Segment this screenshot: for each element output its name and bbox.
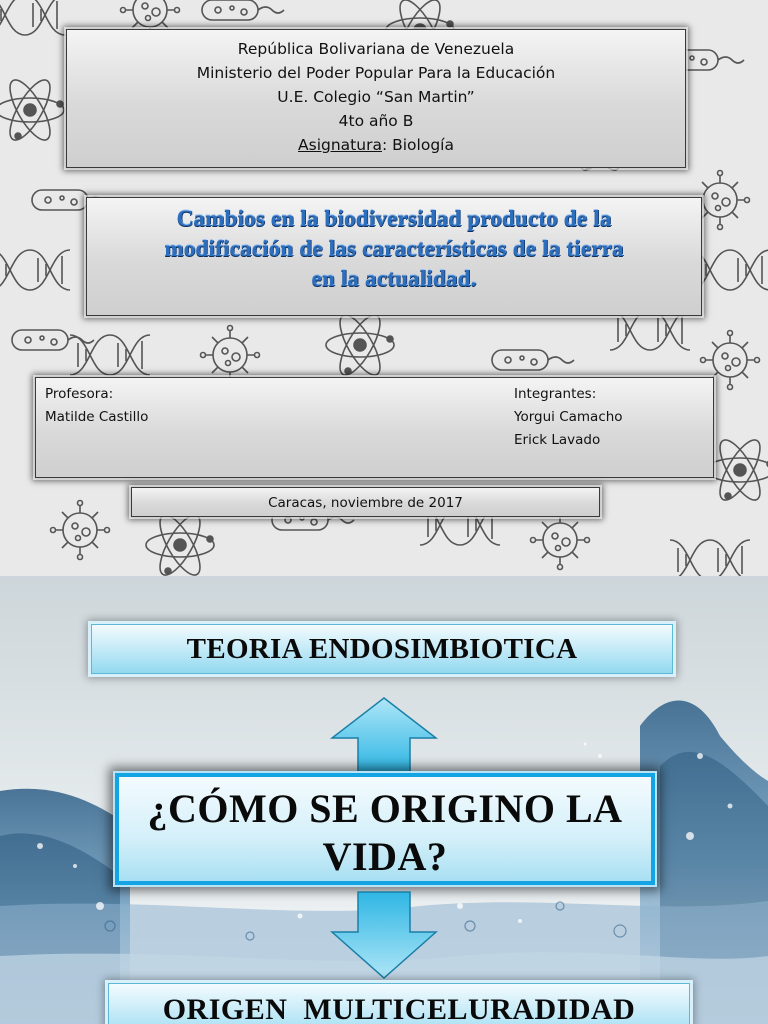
title-line-3: en la actualidad. <box>311 266 477 291</box>
school-header-box <box>66 29 686 168</box>
title-line-1: Cambios en la biodiversidad producto de la <box>176 206 612 231</box>
date-box <box>131 487 600 517</box>
question-line-2: VIDA? <box>322 834 448 879</box>
grade-line: 4to año B <box>338 112 414 130</box>
multicellularity-origin-box <box>108 983 690 1024</box>
teacher-block <box>45 383 148 429</box>
concept-map-slide <box>0 576 768 1024</box>
subject-line <box>67 133 685 157</box>
country-line: República Bolivariana de Venezuela <box>237 40 515 58</box>
subject-value: : Biología <box>381 136 454 154</box>
participants-box <box>35 377 714 478</box>
ministry-line: Ministerio del Poder Popular Para la Educación <box>196 64 556 82</box>
endosymbiotic-theory-box <box>91 624 673 674</box>
multicellularity-origin-text: ORIGEN MULTICELURADIDAD <box>162 993 636 1024</box>
place-date: Caracas, noviembre de 2017 <box>268 495 463 511</box>
subject-label: Asignatura <box>298 136 382 154</box>
question-line-1: ¿CÓMO SE ORIGINO LA <box>147 786 623 831</box>
member-name: Yorgui Camacho <box>514 409 623 425</box>
school-line: U.E. Colegio “San Martin” <box>277 88 475 106</box>
title-box <box>86 197 702 316</box>
endosymbiotic-theory-text: TEORIA ENDOSIMBIOTICA <box>186 633 578 665</box>
arrow-down-icon <box>330 890 438 980</box>
member-name: Erick Lavado <box>514 432 601 448</box>
central-question-box <box>115 773 655 885</box>
members-block <box>514 383 623 452</box>
title-line-2: modificación de las características de la tierra <box>164 236 624 261</box>
teacher-name: Matilde Castillo <box>45 409 149 425</box>
members-label: Integrantes: <box>514 386 597 402</box>
teacher-label: Profesora: <box>45 386 114 402</box>
arrow-up-icon <box>330 696 438 774</box>
